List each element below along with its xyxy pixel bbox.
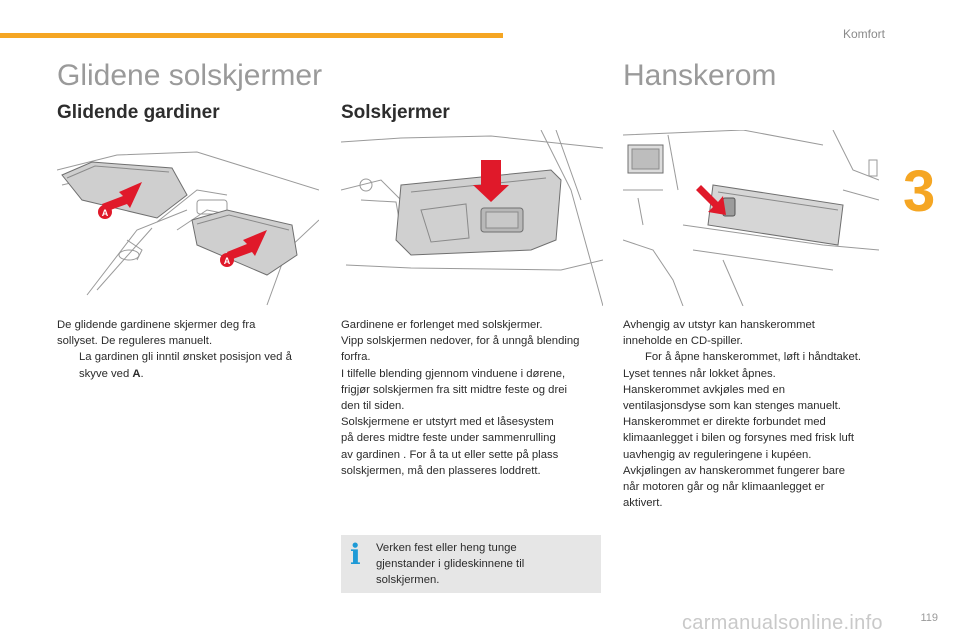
text-line: Vipp solskjermen nedover, for å unngå blending <box>341 335 580 348</box>
callout-reference: A <box>132 367 141 380</box>
text-line: La gardinen gli inntil ønsket posisjon ved å <box>79 351 292 364</box>
text-line: Hanskerommet avkjøles med en <box>623 383 785 396</box>
text-line: aktivert. <box>623 497 663 510</box>
text-fragment: . <box>140 367 144 380</box>
bullet-item <box>623 349 891 365</box>
text-line: ventilasjonsdyse som kan stenges manuelt. <box>623 400 841 413</box>
text-fragment: skyve ved <box>79 367 133 380</box>
text-line: Hanskerommet er direkte forbundet med <box>623 416 826 429</box>
text-line: solskjermen. <box>376 574 440 586</box>
glovebox-illustration <box>623 130 879 306</box>
text-line: uavhengig av reguleringene i kupéen. <box>623 448 812 461</box>
text-line: sollyset. De reguleres manuelt. <box>57 335 213 348</box>
sunvisor-illustration <box>341 130 603 306</box>
info-note <box>341 535 601 593</box>
text-line: Solskjermene er utstyrt med et låsesystem <box>341 416 554 429</box>
text-line: klimaanlegget i bilen og forsynes med frisk luft <box>623 432 855 445</box>
text-line: Lyset tennes når lokket åpnes. <box>623 367 776 380</box>
text-line: frigjør solskjermen fra sitt midtre feste og drei <box>341 383 568 396</box>
text-line: inneholde en CD-spiller. <box>623 335 743 348</box>
text-line: De glidende gardinene skjermer deg fra <box>57 319 256 331</box>
callout-a-label: A <box>223 256 231 266</box>
text-line: I tilfelle blending gjennom vinduene i dørene, <box>341 367 566 380</box>
top-accent-bar <box>0 33 503 38</box>
bullet-item <box>57 349 322 381</box>
text-line: Verken fest eller heng tunge <box>376 542 517 554</box>
text-line: Gardinene er forlenget med solskjermer. <box>341 319 543 331</box>
text-line: når motoren går og når klimaanlegget er <box>623 481 825 494</box>
heading-sunvisors: Solskjermer <box>341 102 450 123</box>
bullet-arrow-icon <box>57 349 79 381</box>
text-line: For å åpne hanskerommet, løft i håndtaket. <box>645 351 862 364</box>
text-line: av gardinen . For å ta ut eller sette på plass <box>341 448 559 461</box>
page-title-glovebox: Hanskerom <box>623 59 777 92</box>
text-line: gjenstander i glideskinnene til <box>376 558 525 570</box>
callout-a-label: A <box>101 208 109 218</box>
glovebox-text <box>623 317 891 511</box>
section-label: Komfort <box>842 27 885 41</box>
text-line: den til siden. <box>341 400 405 413</box>
page-number: 119 <box>920 612 938 624</box>
heading-sliding-blinds: Glidende gardiner <box>57 102 220 123</box>
sliding-blinds-text <box>57 317 322 382</box>
text-line: Avhengig av utstyr kan hanskerommet <box>623 319 815 331</box>
page-title-sunvisors: Glidene solskjermer <box>57 59 323 92</box>
info-text <box>376 540 591 588</box>
text-line: på deres midtre feste under sammenrulling <box>341 432 556 445</box>
text-line: forfra. <box>341 351 371 364</box>
sliding-blinds-illustration <box>57 130 319 306</box>
chapter-number: 3 <box>903 159 936 224</box>
watermark: carmanualsonline.info <box>682 612 883 634</box>
text-line <box>79 366 292 382</box>
text-line: solskjermen, må den plasseres loddrett. <box>341 464 541 477</box>
info-icon: i <box>350 538 361 571</box>
sunvisors-text <box>341 317 606 479</box>
text-line: Avkjølingen av hanskerommet fungerer bare <box>623 464 846 477</box>
bullet-arrow-icon <box>623 349 645 365</box>
